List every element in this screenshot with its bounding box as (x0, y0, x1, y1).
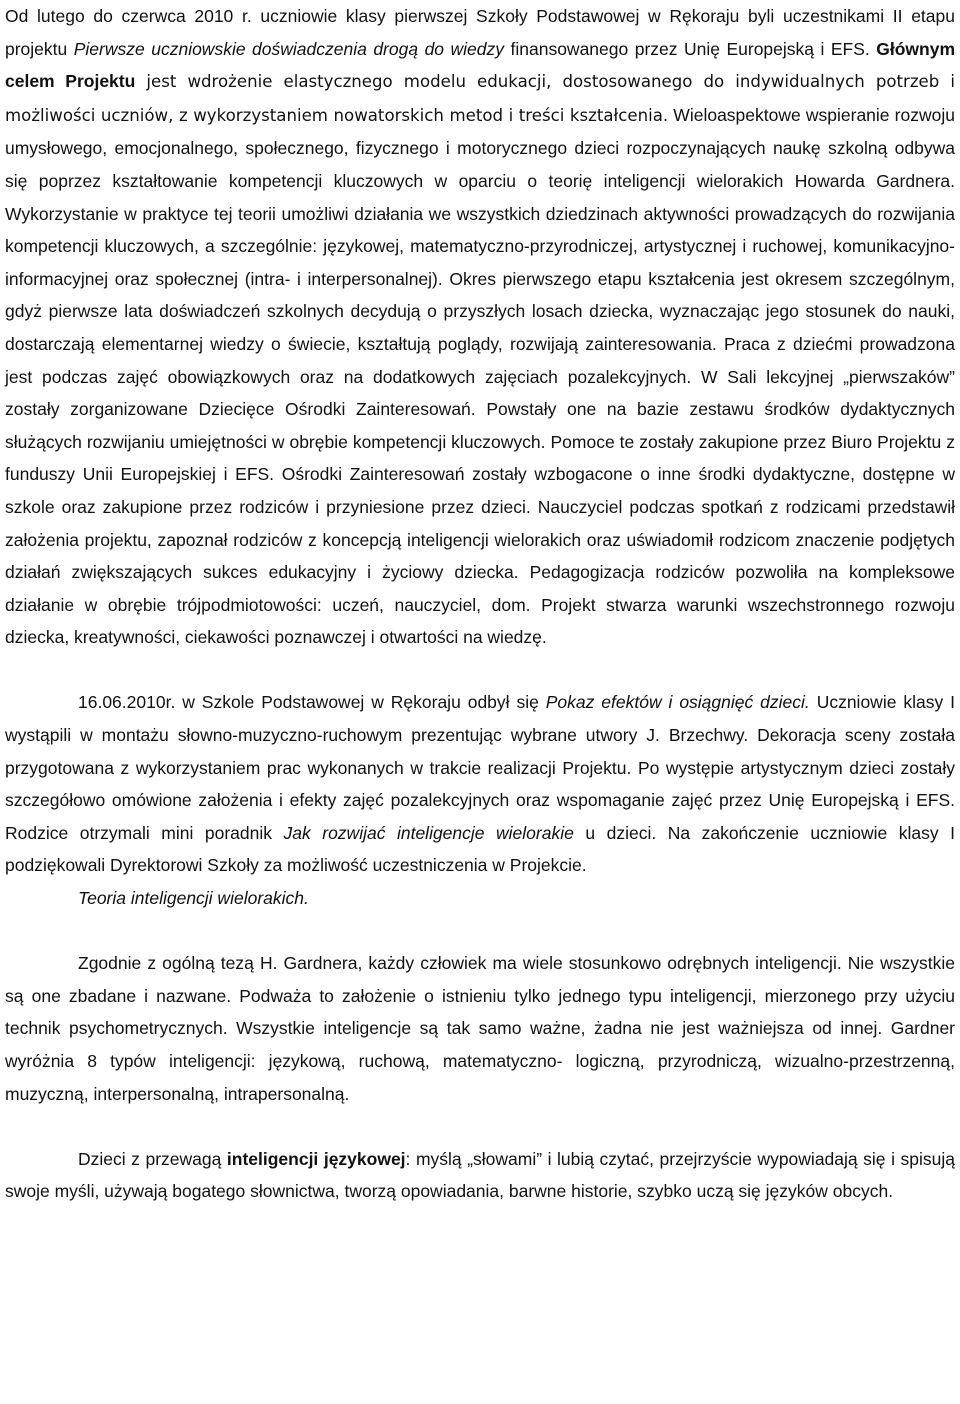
text-run: Wieloaspektowe wspieranie rozwoju umysłowego, emocjonalnego, społecznego, fizycznego i motorycznego dzieci rozpoczynających naukę szkolną odbywa się poprzez kształtowanie kompetencji kluczowych w oparciu o teorię inteligencji wielorakich Howarda Gardnera. Wykorzystanie w praktyce tej teorii umożliwi działania we wszystkich dziedzinach aktywności prowadzących do rozwijania kompetencji kluczowych, a szczególnie: językowej, matematyczno-przyrodniczej, artystycznej i ruchowej, komunikacyjno-informacyjnej oraz społecznej (intra- i interpersonalnej). Okres pierwszego etapu kształcenia jest okresem szczególnym, gdyż pierwsze lata doświadczeń szkolnych decydują o przyszłych losach dziecka, wyznaczając jego stosunek do nauki, dostarczają elementarnej wiedzy o świecie, kształtują poglądy, rozwijają zainteresowania. Praca z dziećmi prowadzona jest podczas zajęć obowiązkowych oraz na dodatkowych zajęciach pozalekcyjnych. W Sali lekcyjnej „pierwszaków” zostały zorganizowane Dziecięce Ośrodki Zainteresowań. Powstały one na bazie zestawu środków dydaktycznych służących rozwijaniu umiejętności w obrębie kompetencji kluczowych. Pomoce te zostały zakupione przez Biuro Projektu z funduszy Unii Europejskiej i EFS. Ośrodki Zainteresowań zostały wzbogacone o inne środki dydaktyczne, dostępne w szkole oraz zakupione przez rodziców i przyniesione przez dzieci. Nauczyciel podczas spotkań z rodzicami przedstawił założenia projektu, zapoznał rodziców z koncepcją inteligencji wielorakich oraz uświadomił rodzicom znaczenie podjętych działań zwiększających sukces edukacyjny i życiowy dziecka. Pedagogizacja rodziców pozwoliła na kompleksowe działanie w obrębie trójpodmiotowości: uczeń, nauczyciel, dom. Projekt stwarza warunki wszechstronnego rozwoju dziecka, kreatywności, ciekawości poznawczej i otwartości na wiedzę. (5, 104, 955, 648)
paragraph-show-event (5, 686, 955, 882)
paragraph-project-intro (5, 0, 955, 654)
text-run: Uczniowie klasy I wystąpili w montażu słowno-muzyczno-ruchowym prezentując wybrane utwory J. Brzechwy. Dekoracja sceny została przygotowana z wykorzystaniem prac wykonanych w trakcie realizacji Projektu. Po występie artystycznym dzieci zostały szczegółowo omówione założenia i efekty zajęć pozalekcyjnych oraz wspomaganie zajęć przez Unię Europejską i EFS. Rodzice otrzymali mini poradnik (5, 692, 955, 843)
section-heading-text: Teoria inteligencji wielorakich. (78, 888, 309, 909)
text-run: inteligencji językowej (226, 1148, 406, 1169)
text-run: Pierwsze uczniowskie doświadczenia drogą do wiedzy (73, 38, 505, 59)
text-run: Zgodnie z ogólną tezą H. Gardnera, każdy człowiek ma wiele stosunkowo odrębnych inteligencji. Nie wszystkie są one zbadane i nazwane. Podważa to założenie o istnieniu tylko jednego typu inteligencji, mierzonego przy użyciu technik psychometrycznych. Wszystkie inteligencje są tak samo ważne, żadna nie jest ważniejsza od innej. Gardner wyróżnia 8 typów inteligencji: językową, ruchową, matematyczno- logiczną, przyrodniczą, wizualno-przestrzenną, muzyczną, interpersonalną, intrapersonalną. (5, 953, 955, 1104)
text-run: jest wdrożenie elastycznego modelu edukacji, dostosowanego do indywidualnych potrzeb i możliwości uczniów, z wykorzystaniem nowatorskich metod i treści kształcenia. (5, 72, 955, 125)
text-run: Dzieci z przewagą (78, 1148, 227, 1169)
paragraph-gardner-theory (5, 947, 955, 1110)
text-run: u dzieci. Na zakończenie uczniowie klasy I podziękowali Dyrektorowi Szkoły za możliwość uczestniczenia w Projekcie. (5, 822, 955, 876)
text-run: Jak rozwijać inteligencje wielorakie (283, 822, 574, 843)
text-run: : myślą „słowami” i lubią czytać, przejrzyście wypowiadają się i spisują swoje myśli, używają bogatego słownictwa, tworzą opowiadania, barwne historie, szybko uczą się języków obcych. (5, 1148, 955, 1202)
text-run: finansowanego przez Unię Europejską i EFS. (504, 38, 877, 59)
text-run: Od lutego do czerwca 2010 r. uczniowie klasy pierwszej Szkoły Podstawowej w Rękoraju byli uczestnikami II etapu projektu (5, 6, 955, 59)
text-run: 16.06.2010r. w Szkole Podstawowej w Rękoraju odbył się (78, 692, 546, 713)
paragraph-linguistic-intelligence (5, 1143, 955, 1208)
text-run: Głównym celem Projektu (5, 38, 956, 92)
section-heading (5, 882, 955, 915)
text-run: Pokaz efektów i osiągnięć dzieci. (545, 692, 810, 713)
